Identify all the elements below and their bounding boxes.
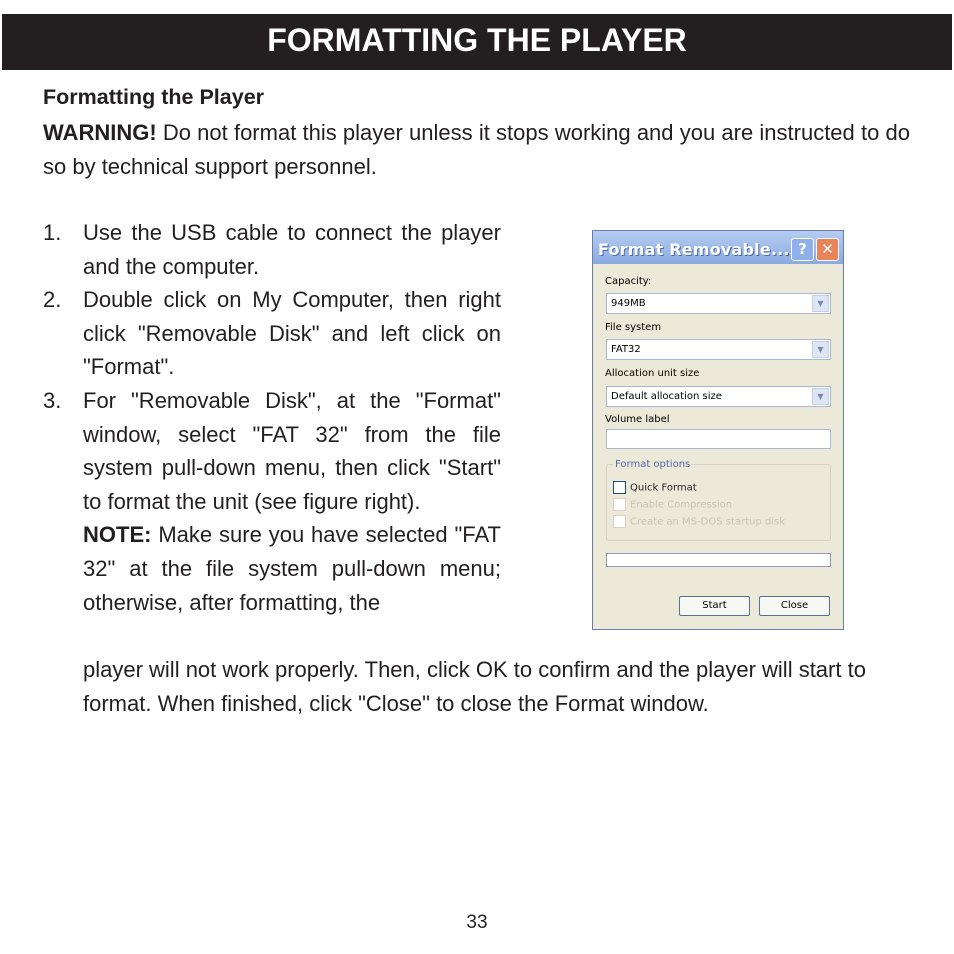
progress-bar (606, 553, 831, 567)
note-label: NOTE: (83, 522, 152, 548)
chevron-down-icon[interactable]: ▼ (812, 341, 829, 358)
msdos-disk-label: Create an MS-DOS startup disk (630, 516, 786, 528)
quick-format-option[interactable] (613, 481, 697, 494)
close-button[interactable]: Close (759, 596, 830, 616)
format-options-group (606, 459, 831, 541)
page-number: 33 (466, 912, 488, 933)
warning-label: WARNING! (43, 120, 157, 145)
allocation-label: Allocation unit size (605, 368, 700, 379)
steps-list (43, 216, 501, 619)
list-item (43, 216, 501, 283)
dialog-title: Format Removable... (598, 240, 790, 259)
allocation-select[interactable] (606, 386, 831, 407)
note-paragraph (83, 518, 501, 619)
help-icon[interactable]: ? (791, 238, 814, 261)
format-dialog (592, 230, 844, 630)
page-title-banner (2, 14, 952, 70)
note-continuation: player will not work properly. Then, click OK to confirm and the player will start to format. When finished, click "Close" to close the Format window. (83, 657, 866, 716)
volume-label-input[interactable] (606, 429, 831, 449)
filesystem-value: FAT32 (611, 344, 641, 355)
capacity-select[interactable] (606, 293, 831, 314)
step-number: 3. (43, 387, 62, 413)
list-item (43, 283, 501, 384)
enable-compression-option (613, 498, 732, 511)
note-text: Make sure you have selected "FAT 32" at the file system pull-down menu; otherwise, after formatting, the (83, 522, 501, 615)
filesystem-label: File system (605, 322, 662, 333)
step-number: 1. (43, 220, 62, 245)
quick-format-label: Quick Format (630, 482, 697, 494)
step-text: Use the USB cable to connect the player and the computer. (83, 220, 501, 279)
chevron-down-icon[interactable]: ▼ (812, 388, 829, 405)
start-button[interactable]: Start (679, 596, 750, 616)
step-number: 2. (43, 287, 62, 313)
chevron-down-icon[interactable]: ▼ (812, 295, 829, 312)
msdos-disk-option (613, 515, 785, 528)
close-icon[interactable]: ✕ (816, 238, 839, 261)
step-text: Double click on My Computer, then right click "Removable Disk" and left click on "Format". (83, 287, 501, 380)
enable-compression-checkbox (613, 498, 626, 511)
format-options-title: Format options (615, 459, 691, 470)
dialog-titlebar (593, 231, 843, 264)
page-title: FORMATTING THE PLAYER (267, 22, 687, 58)
msdos-disk-checkbox (613, 515, 626, 528)
section-subtitle: Formatting the Player (43, 85, 265, 109)
filesystem-select[interactable] (606, 339, 831, 360)
volume-label: Volume label (605, 414, 670, 425)
capacity-value: 949MB (611, 298, 646, 309)
allocation-value: Default allocation size (611, 391, 722, 402)
warning-text: Do not format this player unless it stops working and you are instructed to do so by technical support personnel. (43, 120, 910, 179)
step-text: For "Removable Disk", at the "Format" window, select "FAT 32" from the file system pull-down menu, then click "Start" to format the unit (see figure right). (83, 387, 501, 514)
capacity-label: Capacity: (605, 276, 652, 287)
list-item (43, 384, 501, 518)
warning-paragraph (43, 116, 910, 184)
enable-compression-label: Enable Compression (630, 499, 733, 511)
quick-format-checkbox[interactable] (613, 481, 626, 494)
